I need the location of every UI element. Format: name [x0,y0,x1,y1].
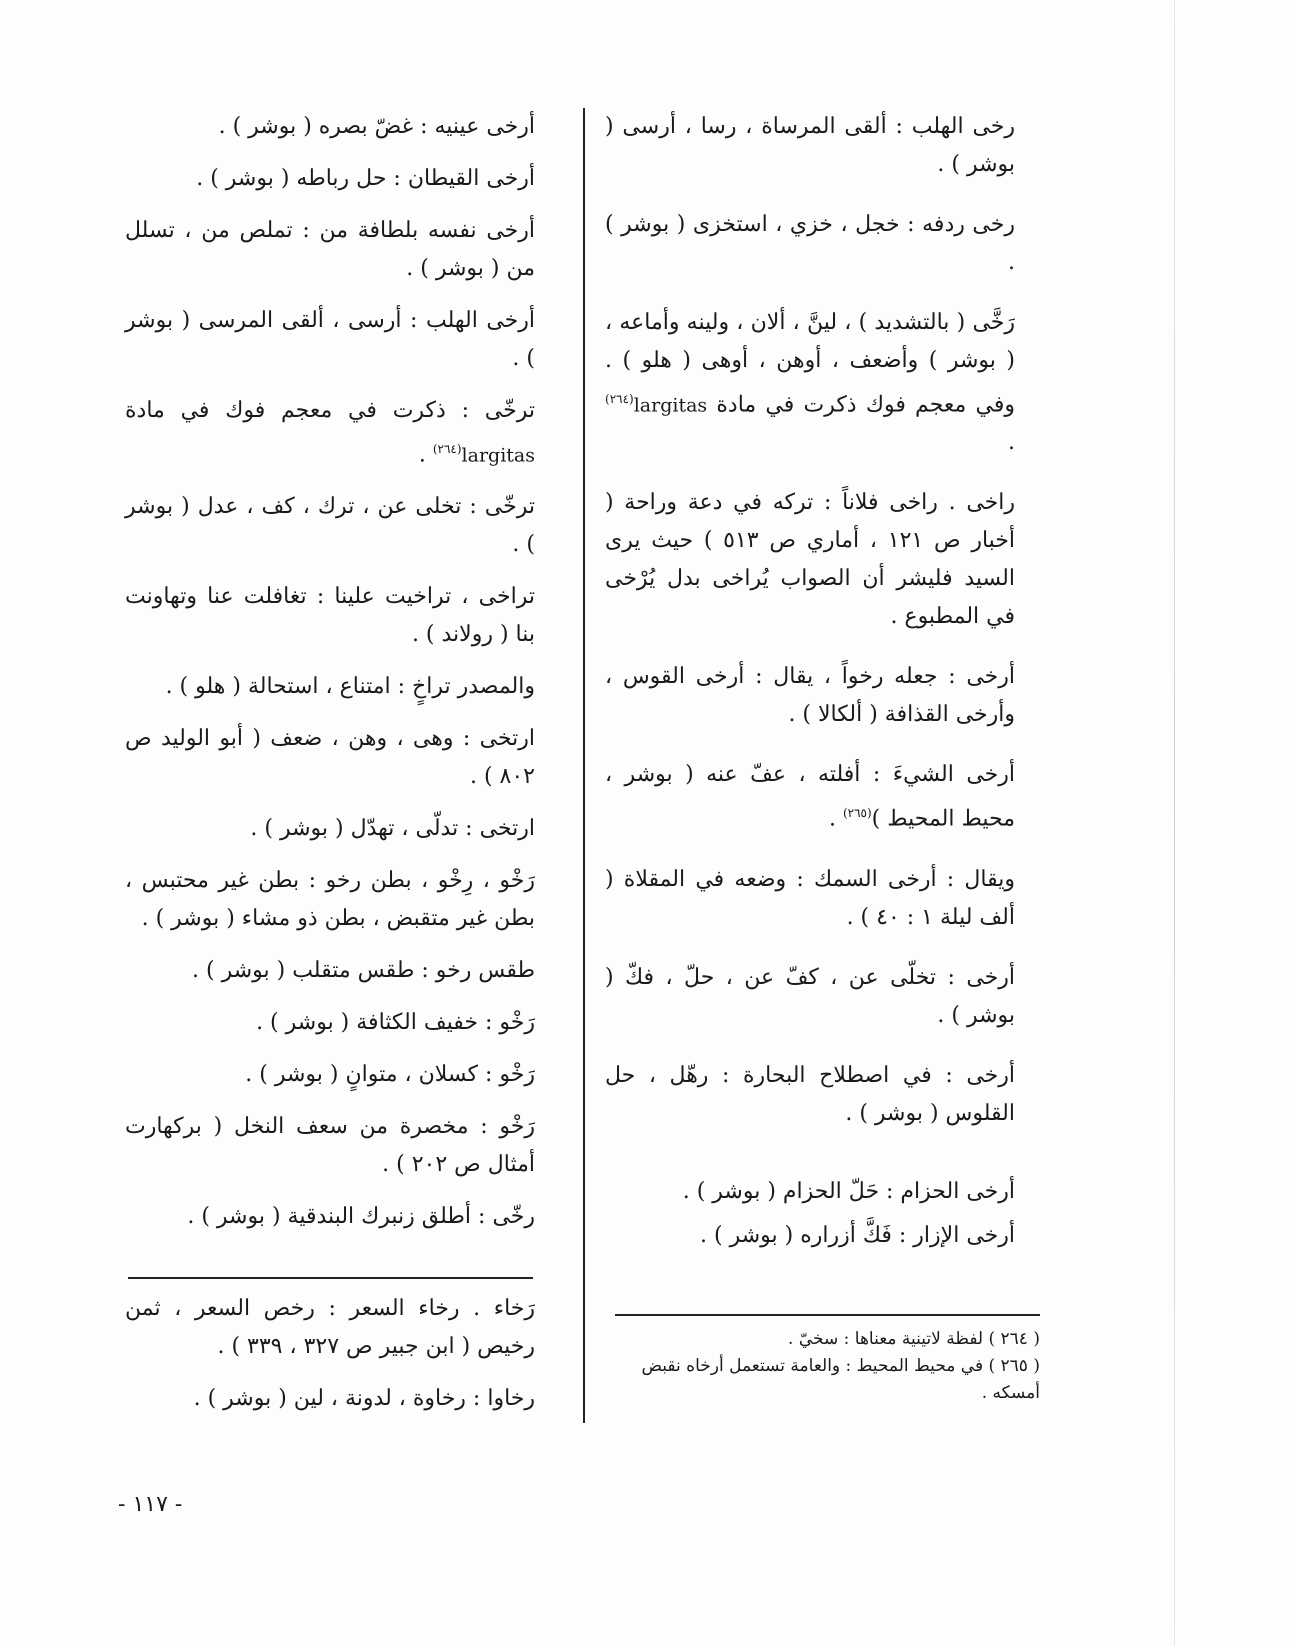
entry: ترخّى : ذكرت في معجم فوك في مادة largitas$^{(٢٦٤)}$ . [125,398,535,468]
footnote: ( ٢٦٥ ) في محيط المحيط : والعامة تستعمل أرخاه نقبض أمسكه . [641,1356,1040,1403]
entry: راخى . راخى فلاناً : تركه في دعة وراحة ( أخبار ص ١٢١ ، أماري ص ٥١٣ ) حيث يرى السيد فليشر أن الصواب يُراخى بدل يُرْخى في المطبوع . [605,490,1015,630]
left-column [125,108,535,1250]
entry: رَخْو : مخصرة من سعف النخل ( بركهارت أمثال ص ٢٠٢ ) . [125,1114,535,1178]
entry: رَخاء . رخاء السعر : رخص السعر ، ثمن رخيص ( ابن جبير ص ٣٢٧ ، ٣٣٩ ) . [125,1296,535,1359]
entry: رَخْو ، رِخْو ، بطن رخو : بطن غير محتبس ، بطن غير متقبض ، بطن ذو مشاء ( بوشر ) . [125,868,535,932]
entry: أرخى : تخلّى عن ، كفّ عن ، حلّ ، فكّ ( بوشر ) . [605,964,1015,1028]
entry: أرخى الإزار : فَكَّ أزراره ( بوشر ) . [700,1222,1015,1248]
entry: رخاوا : رخاوة ، لدونة ، لين ( بوشر ) . [193,1386,535,1411]
entry: تراخى ، تراخيت علينا : تغافلت عنا وتهاونت بنا ( رولاند ) . [125,584,535,648]
footnote-ref: (٢٦٤) [605,392,634,406]
entry: أرخى الشيءَ : أفلته ، عفّ عنه ( بوشر ، محيط المحيط )$^{(٢٦٥)}$ . [605,762,1015,832]
entry-text: رَخَّى ( بالتشديد ) ، لينَّ ، ألان ، ولينه وأماعه ، ( بوشر ) وأضعف ، أوهن ، أوهى ( هلو ) . وفي معجم فوك ذكرت في مادة [605,310,1015,418]
entry: رخّى : أطلق زنبرك البندقية ( بوشر ) . [187,1204,535,1230]
entry: رَخْو : خفيف الكثافة ( بوشر ) . [256,1010,535,1036]
column-divider [583,108,585,1423]
entry: رخى الهلب : ألقى المرساة ، رسا ، أرسى ( بوشر ) . [605,114,1015,177]
footnote-ref: (٢٦٥) [842,806,872,821]
entry: والمصدر تراخٍ : امتناع ، استحالة ( هلو ) . [165,674,535,700]
entry: أرخى عينيه : غضّ بصره ( بوشر ) . [218,114,535,139]
right-column [605,108,1015,1277]
entry: أرخى الحزام : حَلّ الحزام ( بوشر ) . [682,1178,1015,1204]
entry: أرخى : في اصطلاح البحارة : رهّل ، حل القلوس ( بوشر ) . [605,1062,1015,1126]
entry: أرخى نفسه بلطافة من : تملص من ، تسلل من ( بوشر ) . [125,218,535,281]
entry: أرخى القيطان : حل رباطه ( بوشر ) . [196,166,535,191]
footnotes [615,1326,1040,1407]
latin-term: largitas [633,394,708,417]
section-rule [128,1277,533,1279]
entry: طقس رخو : طقس متقلب ( بوشر ) . [192,958,535,984]
entry: رخى ردفه : خجل ، خزي ، استخزى ( بوشر ) . [605,212,1015,275]
page-number: - ١١٧ - [118,1492,183,1517]
footnote: ( ٢٦٤ ) لفظة لاتينية معناها : سخيّ . [788,1329,1040,1349]
footnote-ref: (٢٦٤) [432,442,462,456]
entry: رَخَّى ( بالتشديد ) ، لينَّ ، ألان ، ولينه وأماعه ، ( بوشر ) وأضعف ، أوهن ، أوهى ( هلو ) . وفي معجم فوك ذكرت في مادة largitas$^{(٢٦٤)}$ . [605,310,1015,456]
entry: أرخى الهلب : أرسى ، ألقى المرسى ( بوشر ) . [125,308,535,371]
entry: رَخْو : كسلان ، متوانٍ ( بوشر ) . [245,1062,535,1088]
entry: ترخّى : تخلى عن ، ترك ، كف ، عدل ( بوشر ) . [125,494,535,558]
entry-text: أرخى الشيءَ : أفلته ، عفّ عنه ( بوشر ، محيط المحيط ) [605,762,1015,832]
entry: أرخى : جعله رخواً ، يقال : أرخى القوس ، وأرخى القذافة ( ألكالا ) . [605,664,1015,728]
left-column-continued [125,1290,535,1432]
entry: ارتخى : تدلّى ، تهدّل ( بوشر ) . [250,816,535,842]
entry-text: ترخّى : ذكرت في معجم فوك في مادة [125,398,535,423]
scan-edge-line [1174,0,1175,1646]
entry: ويقال : أرخى السمك : وضعه في المقلاة ( ألف ليلة ١ : ٤٠ ) . [605,866,1015,930]
entry: ارتخى : وهى ، وهن ، ضعف ( أبو الوليد ص ٨٠٢ ) . [125,726,535,790]
footnote-rule [615,1314,1040,1316]
latin-term: largitas [461,444,535,467]
